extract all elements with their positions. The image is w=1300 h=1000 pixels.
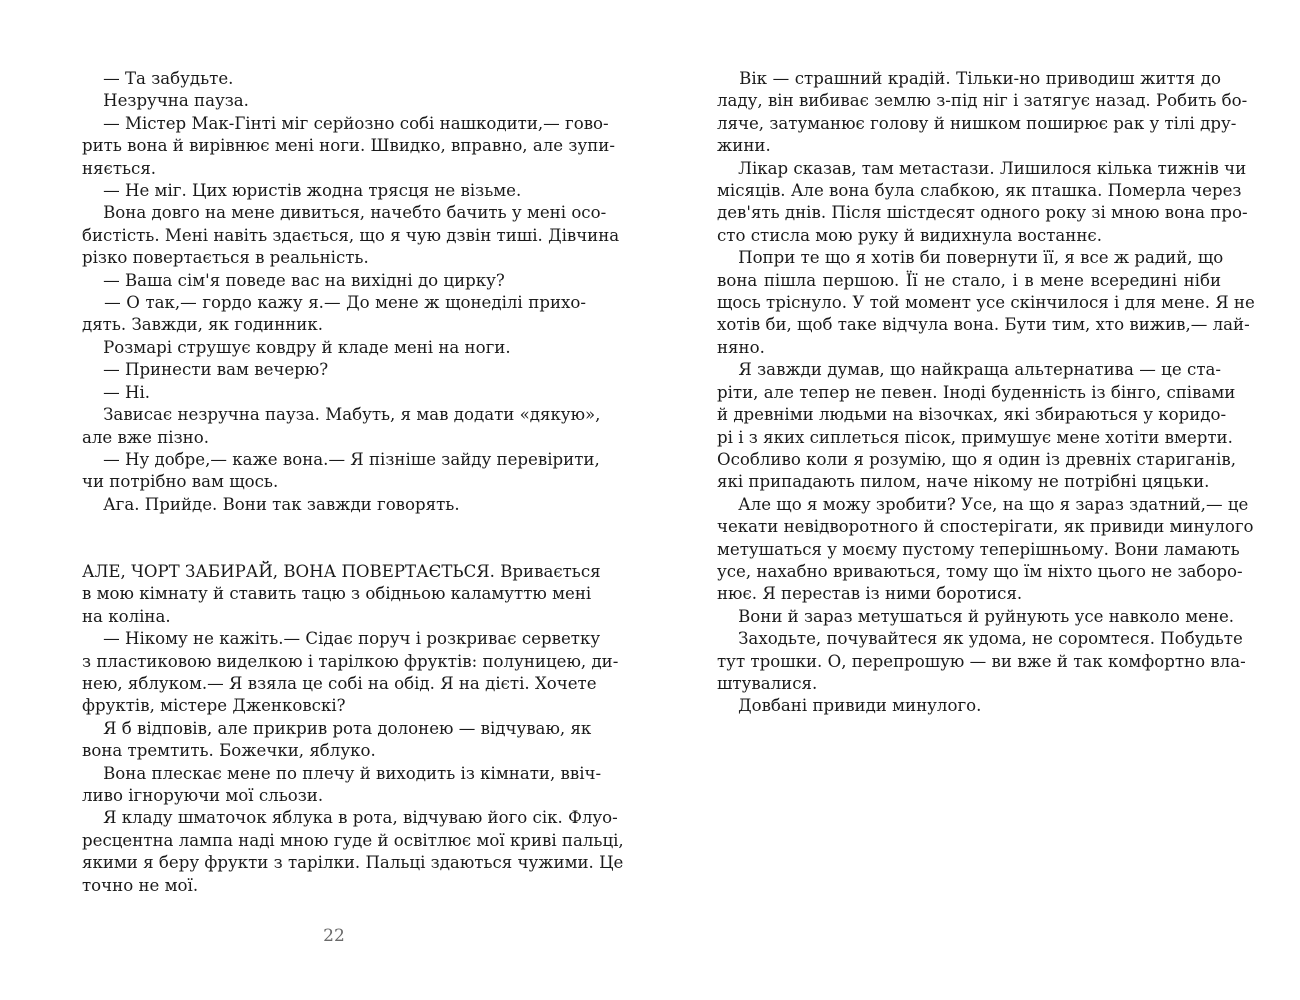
right-page xyxy=(717,68,1255,718)
text-line: які припадають пилом, наче нікому не потрібні цяцьки. xyxy=(717,472,1210,492)
text-line: АЛЕ, ЧОРТ ЗАБИРАЙ, ВОНА ПОВЕРТАЄТЬСЯ. Вривається xyxy=(82,561,601,581)
text-line: — Принести вам вечерю? xyxy=(82,360,329,380)
text-line: ляче, затуманює голову й нишком поширює рак у тілі дру- xyxy=(717,113,1237,133)
text-line: дять. Завжди, як годинник. xyxy=(82,315,324,335)
text-line: різко повертається в реальність. xyxy=(82,248,369,268)
text-line: Я кладу шматочок яблука в рота, відчуваю його сік. Флуо- xyxy=(82,808,618,828)
text-line: — Ну добре,— каже вона.— Я пізніше зайду перевірити, xyxy=(82,449,600,469)
text-line: жини. xyxy=(717,136,771,156)
text-line: — Ваша сім'я поведе вас на вихідні до цирку? xyxy=(82,270,505,290)
text-line: точно не мої. xyxy=(82,875,199,895)
text-line: — Містер Мак-Гінті міг серйозно собі нашкодити,— гово- xyxy=(82,113,609,133)
text-line: з пластиковою виделкою і тарілкою фруктів: полуницею, ди- xyxy=(82,651,619,671)
text-line: Попри те що я хотів би повернути її, я все ж радий, що xyxy=(717,248,1224,268)
text-line: Зависає незручна пауза. Мабуть, я мав додати «дякую», xyxy=(82,405,601,425)
text-line: щось тріснуло. У той момент усе скінчилося і для мене. Я не xyxy=(717,293,1255,313)
text-line: тут трошки. О, перепрошую — ви вже й так комфортно вла- xyxy=(717,651,1246,671)
text-line: ресцентна лампа наді мною гуде й освітлює мої криві пальці, xyxy=(82,830,624,850)
text-line: ладу, він вибиває землю з-під ніг і затягує назад. Робить бо- xyxy=(717,91,1248,111)
text-line: усе, нахабно вриваються, тому що їм ніхто цього не заборо- xyxy=(717,561,1243,581)
text-line: чи потрібно вам щось. xyxy=(82,472,279,492)
text-line: місяців. Але вона була слабкою, як пташка. Померла через xyxy=(717,181,1242,201)
text-line: дев'ять днів. Після шістдесят одного року зі мною вона про- xyxy=(717,203,1248,223)
text-line: — О так,— гордо кажу я.— До мене ж щонеділі прихо- xyxy=(82,293,586,313)
text-line: — Не міг. Цих юристів жодна трясця не візьме. xyxy=(82,181,522,201)
left-page-block-2 xyxy=(82,561,624,897)
text-line: Заходьте, почувайтеся як удома, не соромтеся. Побудьте xyxy=(717,629,1243,649)
text-line: сто стисла мою руку й видихнула востаннє. xyxy=(717,225,1102,245)
text-line: нею, яблуком.— Я взяла це собі на обід. Я на дієті. Хочете xyxy=(82,673,597,693)
text-line: вона тремтить. Божечки, яблуко. xyxy=(82,741,376,761)
text-line: няно. xyxy=(717,337,765,357)
text-line: але вже пізно. xyxy=(82,427,209,447)
page-number: 22 xyxy=(323,926,345,946)
text-line: метушаться у моєму пустому теперішньому. Вони ламають xyxy=(717,539,1240,559)
text-line: хотів би, щоб таке відчула вона. Бути тим, хто вижив,— лай- xyxy=(717,315,1250,335)
text-line: Довбані привиди минулого. xyxy=(717,696,982,716)
text-line: рі і з яких сиплеться пісок, примушує мене хотіти вмерти. xyxy=(717,427,1233,447)
text-line: вона пішла першою. Її не стало, і в мене всередині ніби xyxy=(717,270,1221,290)
text-line: Я завжди думав, що найкраща альтернатива — це ста- xyxy=(717,360,1221,380)
text-line: Розмарі струшує ковдру й кладе мені на ноги. xyxy=(82,337,511,357)
text-line: штувалися. xyxy=(717,673,818,693)
text-line: рить вона й вирівнює мені ноги. Швидко, вправно, але зупи- xyxy=(82,136,615,156)
left-page-block-1 xyxy=(82,68,620,516)
text-line: — Нікому не кажіть.— Сідає поруч і розкриває серветку xyxy=(82,629,601,649)
text-line: й древніми людьми на візочках, які збираються у коридо- xyxy=(717,405,1227,425)
section-break xyxy=(82,516,586,561)
text-line: чекати невідворотного й спостерігати, як привиди минулого xyxy=(717,517,1254,537)
text-line: нює. Я перестав із ними боротися. xyxy=(717,584,1023,604)
text-line: фруктів, містере Дженковскі? xyxy=(82,696,346,716)
right-page-text xyxy=(717,68,1255,718)
text-line: ріти, але тепер не певен. Іноді буденність із бінго, співами xyxy=(717,382,1236,402)
text-line: — Ні. xyxy=(82,382,151,402)
text-line: Вона довго на мене дивиться, начебто бачить у мені осо- xyxy=(82,203,607,223)
text-line: Вони й зараз метушаться й руйнують усе навколо мене. xyxy=(717,606,1235,626)
text-line: ливо ігноруючи мої сльози. xyxy=(82,785,324,805)
left-page xyxy=(82,68,624,897)
text-line: Лікар сказав, там метастази. Лишилося кілька тижнів чи xyxy=(717,158,1247,178)
text-line: Особливо коли я розумію, що я один із древніх стариганів, xyxy=(717,449,1236,469)
text-line: якими я беру фрукти з тарілки. Пальці здаються чужими. Це xyxy=(82,853,624,873)
text-line: Незручна пауза. xyxy=(82,91,249,111)
text-line: Вона плескає мене по плечу й виходить із кімнати, ввіч- xyxy=(82,763,602,783)
text-line: Вік — страшний крадій. Тільки-но приводиш життя до xyxy=(717,69,1221,88)
text-line: в мою кімнату й ставить тацю з обідньою каламуттю мені xyxy=(82,584,592,604)
text-line: Я б відповів, але прикрив рота долонею — відчуваю, як xyxy=(82,718,592,738)
text-line: бистість. Мені навіть здається, що я чую дзвін тиші. Дівчина xyxy=(82,225,620,245)
text-line: Ага. Прийде. Вони так завжди говорять. xyxy=(82,494,460,514)
text-line: Але що я можу зробити? Усе, на що я зараз здатний,— це xyxy=(717,494,1249,514)
text-line: — Та забудьте. xyxy=(82,69,234,88)
text-line: на коліна. xyxy=(82,606,171,626)
text-line: няється. xyxy=(82,158,157,178)
